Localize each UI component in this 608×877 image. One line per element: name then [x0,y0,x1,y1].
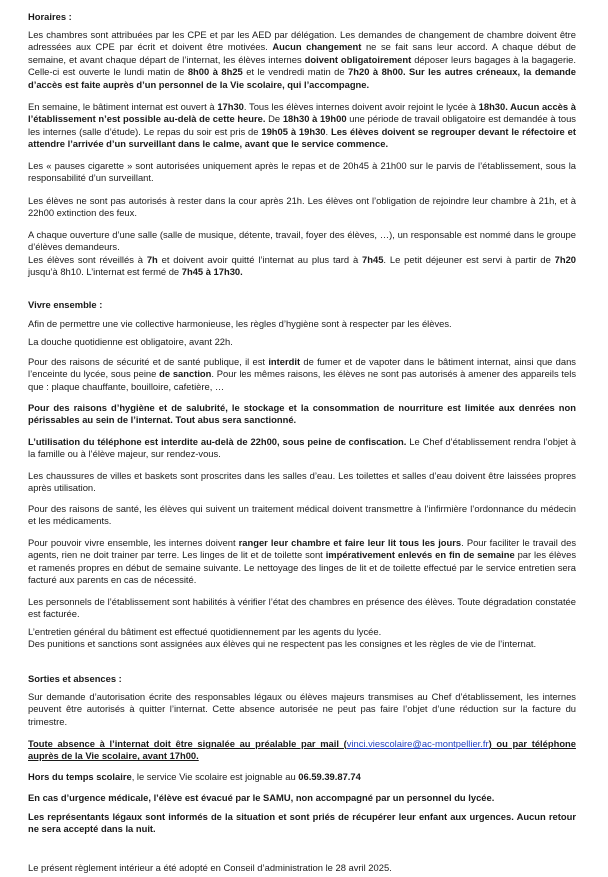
paragraph-autorisation: Sur demande d’autorisation écrite des responsables légaux ou élèves majeurs transmises au Chef d’établissement, les internes peuvent être autorisés à quitter l’internat. Cette absence autorisée ne peut pas faire l’objet d’une réduction sur la facture du trimestre. [28,691,576,727]
paragraph-joignable: Hors du temps scolaire, le service Vie scolaire est joignable au 06.59.39.87.74 [28,771,361,782]
paragraph-absence: Toute absence à l’internat doit être signalée au préalable par mail (vinci.viescolaire@ac-montpellier.fr) ou par téléphone auprès de la Vie scolaire, avant 17h00. [28,738,576,762]
paragraph-salle: A chaque ouverture d’une salle (salle de musique, détente, travail, foyer des élèves, …), un responsable est nommé dans le groupe d’élèves demandeurs. [28,229,576,253]
section-title-sorties: Sorties et absences : [28,673,122,684]
section-title-vivre: Vivre ensemble : [28,299,103,310]
paragraph-semaine: En semaine, le bâtiment internat est ouvert à 17h30. Tous les élèves internes doivent avoir rejoint le lycée à 18h30. Aucun accès à l’établissement n’est possible au-delà de cette heure. De 18h30 à 19h00 une période de travail obligatoire est demandée à tous les internes (salle d’étude). Le repas du soir est pris de 19h05 à 19h30. Les élèves doivent se regrouper devant le réfectoire et attendre l’arrivée d’un surveillant dans le calme, avant que le service commence. [28,101,576,150]
paragraph-cour: Les élèves ne sont pas autorisés à rester dans la cour après 21h. Les élèves ont l’obligation de rejoindre leur chambre à 21h, et à 22h00 extinction des feux. [28,195,576,219]
paragraph-reveil: Les élèves sont réveillés à 7h et doivent avoir quitté l’internat au plus tard à 7h45. Le petit déjeuner est servi à partir de 7h20 jusqu’à 8h10. L’internat est fermé de 7h45 à 17h30. [28,254,577,278]
paragraph-verification: Les personnels de l’établissement sont habilités à vérifier l’état des chambres en présence des élèves. Toute dégradation constatée est facturée. [28,596,576,620]
paragraph-chambres: Les chambres sont attribuées par les CPE et par les AED par délégation. Les demandes de changement de chambre doivent être adressées aux CPE par écrit et doivent être motivées. Aucun changement ne se fait sans leur accord. A chaque début de semaine, et avant chaque départ de l’internat, les élèves internes doivent obligatoirement déposer leurs bagages à la bagagerie. Celle-ci est ouverte le lundi matin de 8h00 à 8h25 et le vendredi matin de 7h20 à 8h00. Sur les autres créneaux, la demande d’accès est faite auprès d’un personnel de la Vie scolaire, qui l’accompagne. [28,29,576,90]
paragraph-ranger: Pour pouvoir vivre ensemble, les internes doivent ranger leur chambre et faire leur lit tous les jours. Pour faciliter le travail des agents, rien ne doit trainer par terre. Les linges de lit et de toilette sont impérativement enlevés en fin de semaine par les élèves et ramenés propres en début de semaine suivante. Le nettoyage des linges de lit et de toilette effectué par le service entretien sera facturé aux parents en cas de nécessité. [28,537,577,586]
paragraph-chaussures: Les chaussures de villes et baskets sont proscrites dans les salles d’eau. Les toilettes et salles d’eau doivent être laissées propres après utilisation. [28,470,576,494]
paragraph-nourriture: Pour des raisons d’hygiène et de salubrité, le stockage et la consommation de nourriture est limitée aux denrées non périssables au sein de l’internat. Tout abus sera sanctionné. [28,402,576,426]
paragraph-telephone: L’utilisation du téléphone est interdite au-delà de 22h00, sous peine de confiscation. Le Chef d’établissement rendra l’objet à la famille ou à l’élève majeur, sur rendez-vous. [28,436,577,460]
paragraph-representants: Les représentants légaux sont informés de la situation et sont priés de récupérer leur enfant aux urgences. Aucun retour ne sera accepté dans la nuit. [28,811,576,835]
paragraph-hygiene: Afin de permettre une vie collective harmonieuse, les règles d’hygiène sont à respecter par les élèves. [28,318,452,329]
paragraph-douche: La douche quotidienne est obligatoire, avant 22h. [28,336,233,347]
footer-adoption: Le présent règlement intérieur a été adopté en Conseil d’administration le 28 avril 2025. [28,862,392,873]
paragraph-urgence: En cas d’urgence médicale, l’élève est évacué par le SAMU, non accompagné par un personnel du lycée. [28,792,495,803]
email-link[interactable]: vinci.viescolaire@ac-montpellier.fr [346,738,489,749]
paragraph-sante: Pour des raisons de santé, les élèves qui suivent un traitement médical doivent transmettre à l’infirmière l’ordonnance du médecin et les médicaments. [28,503,576,527]
paragraph-fumer: Pour des raisons de sécurité et de santé publique, il est interdit de fumer et de vapoter dans le bâtiment internat, ainsi que dans l’enceinte du lycée, sous peine de sanction. Pour les mêmes raisons, les élèves ne sont pas autorisés à amener des appareils tels que : plaque chauffante, bouilloire, cafetière, … [28,356,577,392]
section-title-horaires: Horaires : [28,11,72,22]
paragraph-pauses: Les « pauses cigarette » sont autorisées uniquement après le repas et de 20h45 à 21h00 sur le parvis de l’établissement, sous la responsabilité d’un surveillant. [28,160,576,184]
paragraph-entretien: L’entretien général du bâtiment est effectué quotidiennement par les agents du lycée. Des punitions et sanctions sont assignées aux élèves qui ne respectent pas les consignes et les règles de vie de l’internat. [28,626,537,650]
